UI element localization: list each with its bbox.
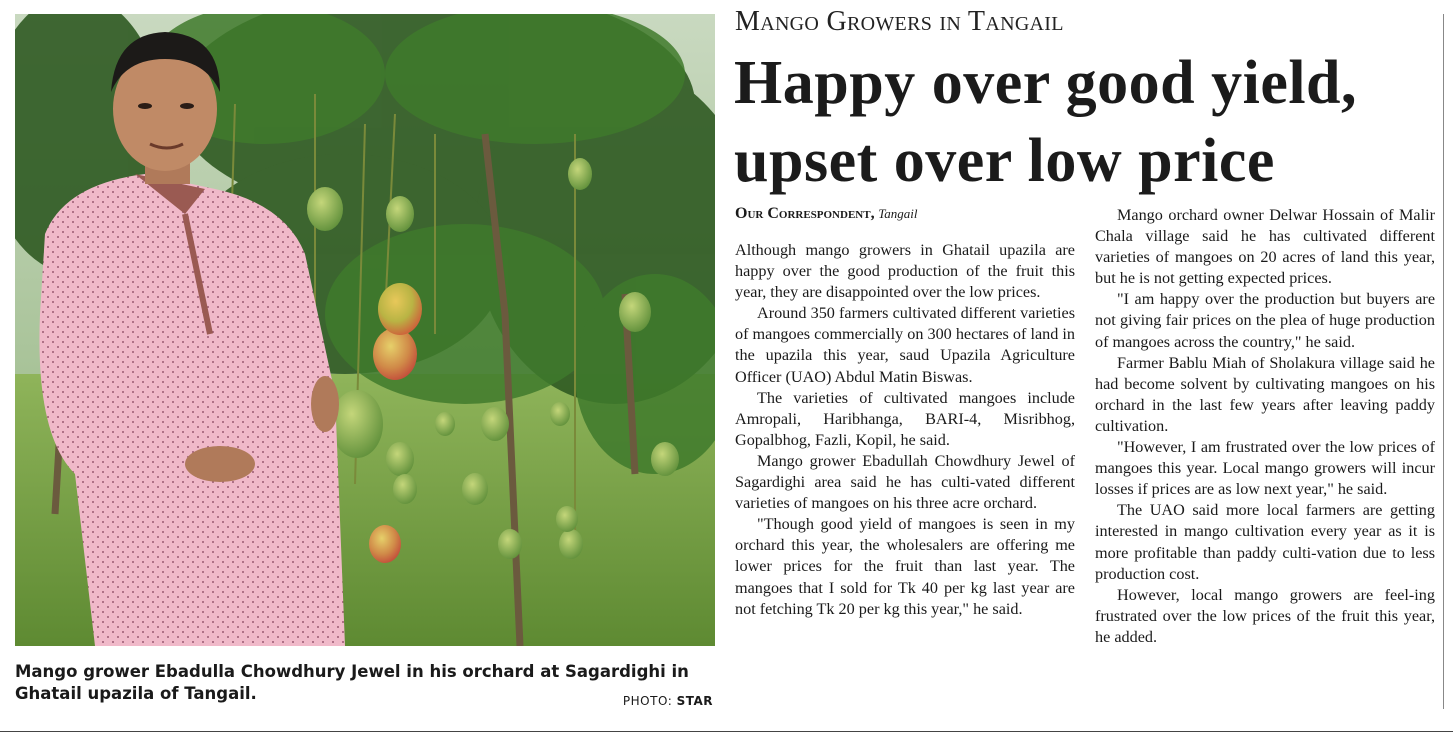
paragraph: Around 350 farmers cultivated different varieties of mangoes commercially on 300 hectares of land in the upazila this year, saud Upazila Agriculture Officer (UAO) Abdul Matin Biswas. bbox=[735, 304, 1075, 386]
paragraph: However, local mango growers are feel-ing frustrated over the low prices of the fruit this year, he added. bbox=[1095, 585, 1435, 646]
photo-caption: Mango grower Ebadulla Chowdhury Jewel in his orchard at Sagardighi in Ghatail upazila of Tangail. bbox=[15, 662, 689, 703]
paragraph: Mango orchard owner Delwar Hossain of Malir Chala village said he has cultivated different varieties of mangoes on 20 acres of land this year, but he is not getting expected prices. bbox=[1095, 206, 1435, 288]
headline: Happy over good yield, upset over low price bbox=[734, 49, 1358, 195]
article-column-1 bbox=[735, 240, 1075, 620]
byline-place: Tangail bbox=[878, 206, 918, 221]
paragraph: Mango grower Ebadullah Chowdhury Jewel of Sagardighi area said he has culti-vated different varieties of mangoes on his three acre orchard. bbox=[735, 451, 1075, 513]
paragraph: The varieties of cultivated mangoes include Amropali, Haribhanga, BARI-4, Misribhog, Gopalbhog, Fazli, Kopil, he said. bbox=[735, 388, 1075, 449]
article-column-2 bbox=[1095, 205, 1435, 648]
paragraph: "Though good yield of mangoes is seen in my orchard this year, the wholesalers are offering me lower prices for the fruit than last year. The mangoes that I sold for Tk 40 per kg last year are not fetching Tk 20 per kg this year," he said. bbox=[735, 515, 1075, 618]
byline bbox=[735, 205, 917, 223]
kicker: Mango Growers in Tangail bbox=[735, 6, 1064, 37]
article-photo bbox=[15, 14, 715, 646]
page-rule bbox=[0, 731, 1453, 732]
photo-credit-source: STAR bbox=[676, 694, 713, 708]
mango-orchard-photo bbox=[15, 14, 715, 646]
paragraph: "However, I am frustrated over the low prices of mangoes this year. Local mango growers will incur losses if prices are as low next year," he said. bbox=[1095, 438, 1435, 499]
paragraph: Farmer Bablu Miah of Sholakura village said he had become solvent by cultivating mangoes on his orchard in the last few years after leaving paddy cultivation. bbox=[1095, 353, 1435, 435]
paragraph: Although mango growers in Ghatail upazila are happy over the good production of the fruit this year, they are disappointed over the low prices. bbox=[735, 241, 1075, 302]
column-divider bbox=[1443, 14, 1444, 709]
paragraph: "I am happy over the production but buyers are not giving fair prices on the plea of huge production of mangoes across the country," he said. bbox=[1095, 290, 1435, 351]
paragraph: The UAO said more local farmers are getting interested in mango cultivation every year as it is more profitable than paddy culti-vation due to less production cost. bbox=[1095, 501, 1435, 583]
byline-name: Our Correspondent, bbox=[735, 205, 875, 222]
photo-credit bbox=[623, 694, 713, 708]
photo-credit-label: PHOTO: bbox=[622, 694, 673, 708]
